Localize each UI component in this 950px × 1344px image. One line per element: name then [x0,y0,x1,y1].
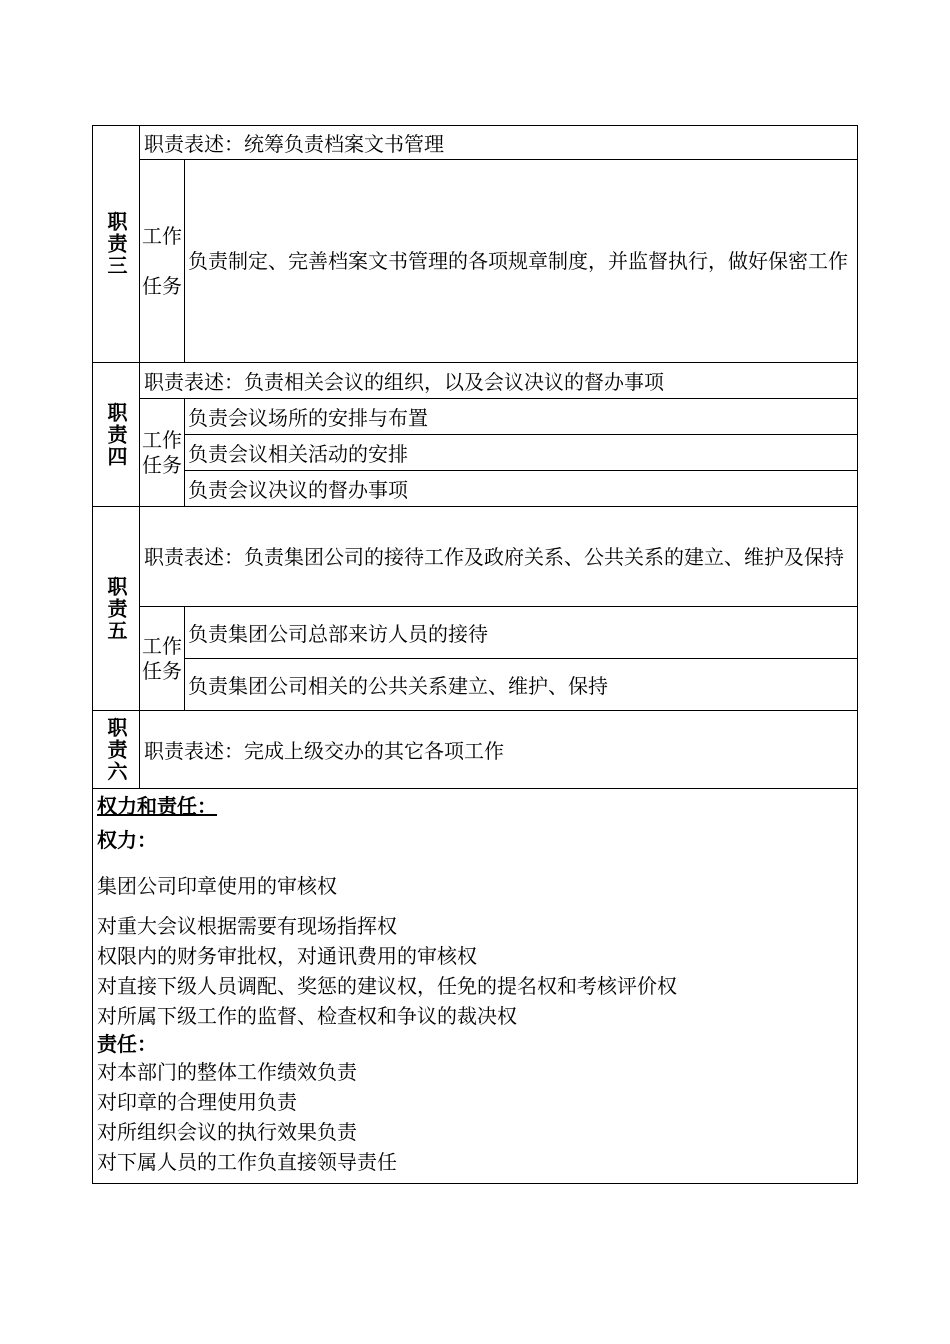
job-duties-document [92,125,857,1184]
power-item: 对所属下级工作的监督、检查权和争议的裁决权 [97,1004,517,1028]
section-4-task-label: 工作任务 [140,399,185,507]
section-6-label: 职责六 [93,711,140,789]
section-4-task-2: 负责会议相关活动的安排 [185,435,858,471]
section-4-task-row [93,399,858,435]
responsibility-item: 对所组织会议的执行效果负责 [97,1120,357,1144]
section-4-task-row [93,471,858,507]
section-4-description-row [93,363,858,399]
section-3-description [140,126,858,160]
section-5-task-row [93,607,858,659]
section-6-description [140,711,858,789]
section-5-description [140,507,858,607]
power-item: 对重大会议根据需要有现场指挥权 [97,914,397,938]
section-5-description-row [93,507,858,607]
section-4-label: 职责四 [93,363,140,507]
section-4-description [140,363,858,399]
responsibility-item: 对本部门的整体工作绩效负责 [97,1060,357,1084]
section-3-task-1: 负责制定、完善档案文书管理的各项规章制度，并监督执行，做好保密工作 [185,160,858,363]
section-5-label: 职责五 [93,507,140,711]
description-label: 职责表述： [144,544,244,569]
section-6-description-row [93,711,858,789]
description-label: 职责表述： [144,132,244,156]
section-5-task-row [93,659,858,711]
description-text: 完成上级交办的其它各项工作 [244,739,504,763]
description-text: 统筹负责档案文书管理 [244,132,444,156]
section-4-task-3: 负责会议决议的督办事项 [185,471,858,507]
responsibilities-heading: 责任： [97,1032,157,1056]
description-text: 负责集团公司的接待工作及政府关系、公共关系的建立、维护及保持 [244,544,844,569]
power-item: 权限内的财务审批权，对通讯费用的审核权 [97,944,477,968]
power-item: 对直接下级人员调配、奖惩的建议权，任免的提名权和考核评价权 [97,974,677,998]
power-item: 集团公司印章使用的审核权 [97,874,337,898]
description-label: 职责表述： [144,739,244,763]
description-label: 职责表述： [144,370,244,394]
duties-table [92,125,858,1184]
section-5-task-1: 负责集团公司总部来访人员的接待 [185,607,858,659]
section-4-task-row [93,435,858,471]
powers-responsibilities-title: 权力和责任： [97,794,217,818]
section-3-task-label: 工作任务 [140,160,185,363]
section-3-label: 职责三 [93,126,140,363]
powers-heading: 权力： [97,828,157,852]
description-text: 负责相关会议的组织，以及会议决议的督办事项 [244,370,664,394]
powers-responsibilities-cell [93,789,858,1184]
section-4-task-1: 负责会议场所的安排与布置 [185,399,858,435]
responsibility-item: 对印章的合理使用负责 [97,1090,297,1114]
responsibility-item: 对下属人员的工作负直接领导责任 [97,1150,397,1174]
powers-list [97,871,853,1031]
section-3-description-row [93,126,858,160]
responsibilities-list [97,1057,853,1177]
section-5-task-2: 负责集团公司相关的公共关系建立、维护、保持 [185,659,858,711]
section-3-task-row [93,160,858,363]
powers-responsibilities-row [93,789,858,1184]
section-5-task-label: 工作任务 [140,607,185,711]
